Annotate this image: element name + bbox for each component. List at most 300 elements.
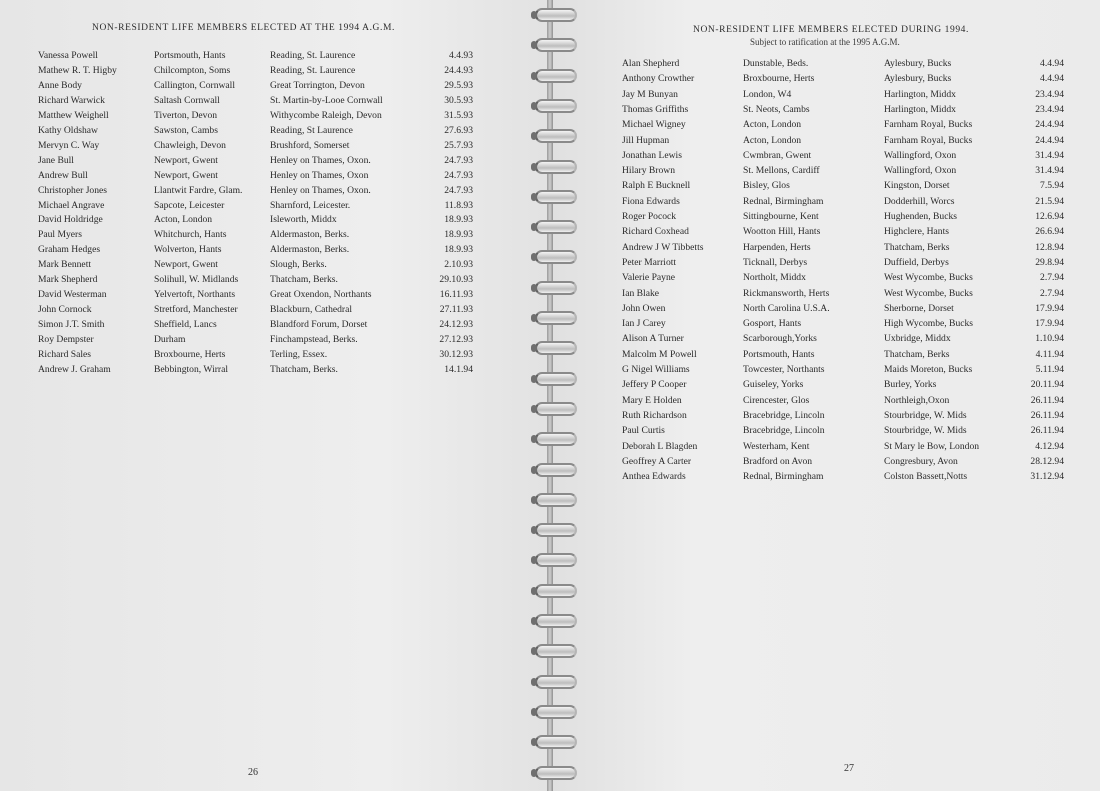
member-date: 25.7.93 bbox=[444, 139, 473, 151]
member-hometown: Broxbourne, Herts bbox=[154, 349, 226, 360]
member-name: Ian J Carey bbox=[622, 318, 666, 330]
member-tower: Dodderhill, Worcs bbox=[884, 195, 955, 207]
member-tower: Great Oxendon, Northants bbox=[270, 289, 372, 301]
member-date: 24.4.93 bbox=[444, 64, 473, 76]
member-date: 24.12.93 bbox=[439, 319, 473, 331]
member-date: 21.5.94 bbox=[1035, 195, 1064, 207]
member-tower: Aldermaston, Berks. bbox=[270, 244, 350, 256]
member-row bbox=[552, 395, 1100, 410]
member-date: 26.6.94 bbox=[1035, 226, 1064, 238]
member-name: Hilary Brown bbox=[622, 165, 676, 177]
member-date: 2.10.93 bbox=[444, 259, 473, 271]
punch-hole bbox=[531, 405, 537, 413]
member-name: Roger Pocock bbox=[622, 211, 677, 222]
member-hometown: Saltash Cornwall bbox=[154, 94, 220, 106]
binding-coil bbox=[535, 463, 577, 477]
member-date: 23.4.94 bbox=[1035, 88, 1064, 100]
punch-hole bbox=[531, 496, 537, 504]
member-date: 27.6.93 bbox=[444, 124, 473, 136]
member-name: Mervyn C. Way bbox=[38, 139, 100, 151]
member-date: 2.7.94 bbox=[1040, 272, 1064, 284]
member-hometown: Wolverton, Hants bbox=[154, 244, 222, 256]
binding-coil bbox=[535, 129, 577, 143]
member-tower: Farnham Royal, Bucks bbox=[884, 134, 973, 146]
binding-coil bbox=[535, 69, 577, 83]
member-row bbox=[0, 319, 548, 334]
member-name: Roy Dempster bbox=[38, 334, 94, 346]
member-tower: Great Torrington, Devon bbox=[270, 79, 365, 91]
member-hometown: Scarborough,Yorks bbox=[743, 333, 817, 345]
member-name: Anthony Crowther bbox=[622, 73, 695, 85]
member-tower: Withycombe Raleigh, Devon bbox=[270, 109, 382, 121]
member-hometown: Sapcote, Leicester bbox=[154, 199, 225, 211]
member-tower: Burley, Yorks bbox=[884, 379, 937, 391]
punch-hole bbox=[531, 223, 537, 231]
binding-coil bbox=[535, 250, 577, 264]
right-page bbox=[552, 0, 1100, 791]
member-name: Fiona Edwards bbox=[622, 195, 680, 207]
member-date: 26.11.94 bbox=[1030, 425, 1064, 437]
member-hometown: Llantwit Fardre, Glam. bbox=[154, 184, 243, 196]
member-name: Mark Shepherd bbox=[38, 274, 98, 286]
member-tower: Wallingford, Oxon bbox=[884, 149, 957, 161]
member-hometown: Durham bbox=[154, 334, 186, 346]
member-tower: St Mary le Bow, London bbox=[884, 440, 980, 452]
member-hometown: Newport, Gwent bbox=[154, 154, 218, 166]
member-tower: Aylesbury, Bucks bbox=[884, 73, 952, 85]
member-tower: Henley on Thames, Oxon. bbox=[270, 184, 371, 196]
member-hometown: St. Neots, Cambs bbox=[743, 103, 810, 115]
member-hometown: Westerham, Kent bbox=[743, 440, 810, 452]
member-tower: Aylesbury, Bucks bbox=[884, 58, 952, 69]
member-hometown: Portsmouth, Hants bbox=[154, 50, 226, 61]
member-name: Anne Body bbox=[38, 79, 82, 91]
punch-hole bbox=[531, 708, 537, 716]
member-hometown: Chilcompton, Soms bbox=[154, 64, 231, 76]
member-date: 31.12.94 bbox=[1030, 471, 1064, 483]
member-hometown: Bracebridge, Lincoln bbox=[743, 425, 825, 437]
binding-coil bbox=[535, 644, 577, 658]
member-name: Ralph E Bucknell bbox=[622, 180, 691, 192]
member-date: 12.8.94 bbox=[1035, 241, 1064, 253]
member-row bbox=[552, 180, 1100, 195]
member-row bbox=[552, 364, 1100, 379]
member-name: Christopher Jones bbox=[38, 184, 108, 196]
member-row bbox=[552, 410, 1100, 425]
punch-hole bbox=[531, 344, 537, 352]
member-name: Ruth Richardson bbox=[622, 409, 687, 421]
member-name: Matthew Weighell bbox=[38, 109, 109, 121]
member-name: Jill Hupman bbox=[622, 134, 670, 146]
member-hometown: Sawston, Cambs bbox=[154, 124, 218, 136]
member-row bbox=[552, 196, 1100, 211]
member-date: 4.4.93 bbox=[449, 50, 473, 61]
member-row bbox=[0, 289, 548, 304]
member-tower: Blackburn, Cathedral bbox=[270, 304, 353, 316]
member-tower: Thatcham, Berks. bbox=[270, 274, 338, 286]
member-name: David Holdridge bbox=[38, 214, 103, 226]
punch-hole bbox=[531, 11, 537, 19]
member-hometown: Chawleigh, Devon bbox=[154, 139, 226, 151]
member-date: 26.11.94 bbox=[1030, 409, 1064, 421]
left-page-title: NON-RESIDENT LIFE MEMBERS ELECTED AT THE 1994 A.G.M. bbox=[92, 23, 396, 33]
punch-hole bbox=[531, 526, 537, 534]
member-row bbox=[0, 364, 548, 379]
punch-hole bbox=[531, 617, 537, 625]
punch-hole bbox=[531, 284, 537, 292]
member-tower: Stourbridge, W. Mids bbox=[884, 425, 967, 437]
punch-hole bbox=[531, 72, 537, 80]
punch-hole bbox=[531, 193, 537, 201]
member-tower: Harlington, Middx bbox=[884, 103, 956, 115]
member-name: Andrew J. Graham bbox=[38, 363, 111, 375]
member-tower: West Wycombe, Bucks bbox=[884, 287, 973, 299]
member-date: 29.8.94 bbox=[1035, 256, 1064, 268]
member-hometown: St. Mellons, Cardiff bbox=[743, 165, 820, 177]
member-row bbox=[0, 229, 548, 244]
member-hometown: Newport, Gwent bbox=[154, 259, 218, 271]
member-row bbox=[0, 274, 548, 289]
member-name: Jane Bull bbox=[38, 154, 74, 166]
member-hometown: Callington, Cornwall bbox=[154, 79, 236, 91]
binding-coil bbox=[535, 735, 577, 749]
member-hometown: Yelvertoft, Northants bbox=[154, 289, 236, 301]
binding-coil bbox=[535, 553, 577, 567]
member-name: Michael Wigney bbox=[622, 119, 686, 131]
member-hometown: Northolt, Middx bbox=[743, 272, 806, 284]
member-hometown: Newport, Gwent bbox=[154, 169, 218, 181]
member-hometown: Dunstable, Beds. bbox=[743, 58, 809, 69]
binding-coil bbox=[535, 281, 577, 295]
member-row bbox=[552, 58, 1100, 73]
member-row bbox=[0, 95, 548, 110]
binding-coil bbox=[535, 614, 577, 628]
punch-hole bbox=[531, 678, 537, 686]
member-date: 5.11.94 bbox=[1035, 364, 1064, 375]
member-tower: Maids Moreton, Bucks bbox=[884, 364, 973, 375]
member-row bbox=[0, 125, 548, 140]
left-page bbox=[0, 0, 548, 791]
member-name: Thomas Griffiths bbox=[622, 103, 689, 115]
member-hometown: Rednal, Birmingham bbox=[743, 471, 824, 483]
member-row bbox=[552, 242, 1100, 257]
member-tower: Farnham Royal, Bucks bbox=[884, 119, 973, 131]
binding-coil bbox=[535, 675, 577, 689]
member-row bbox=[0, 259, 548, 274]
member-name: Geoffrey A Carter bbox=[622, 455, 692, 467]
punch-hole bbox=[531, 375, 537, 383]
right-page-subtitle: Subject to ratification at the 1995 A.G.M. bbox=[750, 37, 900, 47]
member-hometown: Rickmansworth, Herts bbox=[743, 287, 830, 299]
member-date: 12.6.94 bbox=[1035, 211, 1064, 222]
member-row bbox=[0, 65, 548, 80]
member-tower: Northleigh,Oxon bbox=[884, 394, 950, 406]
member-date: 17.9.94 bbox=[1035, 318, 1064, 330]
member-name: Kathy Oldshaw bbox=[38, 124, 98, 136]
binding-coil bbox=[535, 160, 577, 174]
member-row bbox=[0, 170, 548, 185]
member-name: Ian Blake bbox=[622, 287, 660, 299]
member-name: Vanessa Powell bbox=[38, 50, 98, 61]
member-tower: Reading, St. Laurence bbox=[270, 64, 356, 76]
member-date: 4.4.94 bbox=[1040, 73, 1064, 85]
punch-hole bbox=[531, 132, 537, 140]
member-hometown: Gosport, Hants bbox=[743, 318, 802, 330]
member-date: 24.4.94 bbox=[1035, 134, 1064, 146]
member-date: 1.10.94 bbox=[1035, 333, 1064, 345]
punch-hole bbox=[531, 738, 537, 746]
member-hometown: Portsmouth, Hants bbox=[743, 348, 815, 360]
member-row bbox=[0, 140, 548, 155]
binding-coil bbox=[535, 38, 577, 52]
member-date: 11.8.93 bbox=[444, 199, 473, 211]
member-date: 27.12.93 bbox=[439, 334, 473, 346]
right-page-number: 27 bbox=[844, 763, 854, 774]
member-hometown: Bracebridge, Lincoln bbox=[743, 409, 825, 421]
member-name: Anthea Edwards bbox=[622, 471, 686, 483]
member-date: 4.4.94 bbox=[1040, 58, 1064, 69]
member-tower: Harlington, Middx bbox=[884, 88, 956, 100]
member-date: 4.12.94 bbox=[1035, 440, 1064, 452]
punch-hole bbox=[531, 163, 537, 171]
member-tower: Reading, St. Laurence bbox=[270, 50, 356, 61]
member-row bbox=[552, 349, 1100, 364]
binding-coil bbox=[535, 402, 577, 416]
member-date: 27.11.93 bbox=[439, 304, 473, 316]
member-row bbox=[552, 379, 1100, 394]
member-hometown: Acton, London bbox=[154, 214, 213, 226]
member-row bbox=[0, 80, 548, 95]
member-tower: Congresbury, Avon bbox=[884, 455, 958, 467]
member-tower: Thatcham, Berks bbox=[884, 348, 950, 360]
member-tower: Thatcham, Berks. bbox=[270, 363, 338, 375]
member-tower: Slough, Berks. bbox=[270, 259, 327, 271]
member-row bbox=[552, 471, 1100, 486]
member-name: Paul Myers bbox=[38, 229, 82, 241]
member-date: 4.11.94 bbox=[1035, 348, 1064, 360]
binding-coil bbox=[535, 341, 577, 355]
member-hometown: Broxbourne, Herts bbox=[743, 73, 815, 85]
member-row bbox=[0, 155, 548, 170]
member-name: Alison A Turner bbox=[622, 333, 684, 345]
member-hometown: Harpenden, Herts bbox=[743, 241, 811, 253]
member-row bbox=[552, 226, 1100, 241]
member-hometown: Sittingbourne, Kent bbox=[743, 211, 819, 222]
member-date: 20.11.94 bbox=[1030, 379, 1064, 391]
member-name: Graham Hedges bbox=[38, 244, 101, 256]
member-tower: Sherborne, Dorset bbox=[884, 302, 954, 314]
member-row bbox=[0, 334, 548, 349]
binding-coil bbox=[535, 311, 577, 325]
member-name: G Nigel Williams bbox=[622, 364, 690, 375]
member-tower: Sharnford, Leicester. bbox=[270, 199, 351, 211]
member-hometown: North Carolina U.S.A. bbox=[743, 302, 830, 314]
punch-hole bbox=[531, 647, 537, 655]
member-tower: Finchampstead, Berks. bbox=[270, 334, 358, 346]
member-row bbox=[552, 303, 1100, 318]
member-tower: Duffield, Derbys bbox=[884, 256, 949, 268]
member-name: Richard Warwick bbox=[38, 94, 105, 106]
member-row bbox=[552, 211, 1100, 226]
member-hometown: Wootton Hill, Hants bbox=[743, 226, 821, 238]
member-tower: West Wycombe, Bucks bbox=[884, 272, 973, 284]
member-hometown: Rednal, Birmingham bbox=[743, 195, 824, 207]
member-date: 2.7.94 bbox=[1040, 287, 1064, 299]
binding-coil bbox=[535, 220, 577, 234]
punch-hole bbox=[531, 435, 537, 443]
binding-coil bbox=[535, 8, 577, 22]
member-hometown: Bisley, Glos bbox=[743, 180, 790, 192]
punch-hole bbox=[531, 314, 537, 322]
member-row bbox=[0, 304, 548, 319]
member-name: Deborah L Blagden bbox=[622, 440, 698, 452]
member-tower: Uxbridge, Middx bbox=[884, 333, 951, 345]
member-date: 24.4.94 bbox=[1035, 119, 1064, 131]
member-row bbox=[0, 214, 548, 229]
member-row bbox=[0, 200, 548, 215]
member-date: 18.9.93 bbox=[444, 244, 473, 256]
member-row bbox=[552, 89, 1100, 104]
member-date: 29.5.93 bbox=[444, 79, 473, 91]
binding-coil bbox=[535, 523, 577, 537]
member-tower: Thatcham, Berks bbox=[884, 241, 950, 253]
member-name: Richard Sales bbox=[38, 349, 92, 360]
punch-hole bbox=[531, 41, 537, 49]
member-tower: Wallingford, Oxon bbox=[884, 165, 957, 177]
member-row bbox=[0, 244, 548, 259]
binding-coil bbox=[535, 766, 577, 780]
member-hometown: Ticknall, Derbys bbox=[743, 256, 808, 268]
member-hometown: Tiverton, Devon bbox=[154, 109, 218, 121]
member-hometown: London, W4 bbox=[743, 88, 792, 100]
member-row bbox=[552, 135, 1100, 150]
member-row bbox=[552, 425, 1100, 440]
member-date: 29.10.93 bbox=[439, 274, 473, 286]
punch-hole bbox=[531, 769, 537, 777]
member-date: 18.9.93 bbox=[444, 229, 473, 241]
member-hometown: Towcester, Northants bbox=[743, 364, 825, 375]
binding-gutter bbox=[547, 0, 553, 791]
member-row bbox=[552, 165, 1100, 180]
member-row bbox=[552, 456, 1100, 471]
binding-coil bbox=[535, 584, 577, 598]
member-name: John Cornock bbox=[38, 304, 92, 316]
member-row bbox=[552, 150, 1100, 165]
member-tower: Brushford, Somerset bbox=[270, 139, 350, 151]
member-date: 28.12.94 bbox=[1030, 455, 1064, 467]
member-row bbox=[552, 272, 1100, 287]
member-name: Mathew R. T. Higby bbox=[38, 64, 117, 76]
member-date: 14.1.94 bbox=[444, 363, 473, 375]
member-date: 24.7.93 bbox=[444, 154, 473, 166]
binding-coil bbox=[535, 99, 577, 113]
member-tower: St. Martin-by-Looe Cornwall bbox=[270, 94, 383, 106]
member-name: Jeffery P Cooper bbox=[622, 379, 687, 391]
member-tower: Colston Bassett,Notts bbox=[884, 471, 968, 483]
member-row bbox=[552, 318, 1100, 333]
member-name: John Owen bbox=[622, 302, 666, 314]
member-hometown: Whitchurch, Hants bbox=[154, 229, 227, 241]
member-tower: Henley on Thames, Oxon. bbox=[270, 154, 371, 166]
member-tower: Highclere, Hants bbox=[884, 226, 950, 238]
member-row bbox=[0, 110, 548, 125]
member-name: Jay M Bunyan bbox=[622, 88, 678, 100]
member-name: Jonathan Lewis bbox=[622, 149, 682, 161]
member-hometown: Cwmbran, Gwent bbox=[743, 149, 812, 161]
member-name: Valerie Payne bbox=[622, 272, 676, 284]
member-name: Simon J.T. Smith bbox=[38, 319, 105, 331]
member-date: 24.7.93 bbox=[444, 169, 473, 181]
member-date: 30.12.93 bbox=[439, 349, 473, 360]
member-date: 17.9.94 bbox=[1035, 302, 1064, 314]
member-row bbox=[552, 73, 1100, 88]
member-row bbox=[552, 333, 1100, 348]
punch-hole bbox=[531, 587, 537, 595]
member-hometown: Bebbington, Wirral bbox=[154, 363, 229, 375]
member-hometown: Acton, London bbox=[743, 119, 802, 131]
member-date: 26.11.94 bbox=[1030, 394, 1064, 406]
member-row bbox=[0, 185, 548, 200]
member-tower: Kingston, Dorset bbox=[884, 180, 950, 192]
member-name: Peter Marriott bbox=[622, 256, 677, 268]
member-name: Andrew Bull bbox=[38, 169, 88, 181]
member-name: Andrew J W Tibbetts bbox=[622, 241, 704, 253]
member-date: 31.5.93 bbox=[444, 109, 473, 121]
member-tower: Terling, Essex. bbox=[270, 349, 328, 360]
member-hometown: Bradford on Avon bbox=[743, 455, 813, 467]
member-tower: Isleworth, Middx bbox=[270, 214, 337, 226]
member-row bbox=[0, 349, 548, 364]
member-name: Mark Bennett bbox=[38, 259, 92, 271]
member-hometown: Solihull, W. Midlands bbox=[154, 274, 239, 286]
member-date: 18.9.93 bbox=[444, 214, 473, 226]
binding-coil bbox=[535, 432, 577, 446]
punch-hole bbox=[531, 102, 537, 110]
member-tower: Reading, St Laurence bbox=[270, 124, 353, 136]
member-row bbox=[552, 257, 1100, 272]
member-date: 31.4.94 bbox=[1035, 149, 1064, 161]
member-hometown: Acton, London bbox=[743, 134, 802, 146]
member-name: Michael Angrave bbox=[38, 199, 105, 211]
member-name: David Westerman bbox=[38, 289, 107, 301]
member-tower: High Wycombe, Bucks bbox=[884, 318, 974, 330]
member-date: 24.7.93 bbox=[444, 184, 473, 196]
member-hometown: Guiseley, Yorks bbox=[743, 379, 804, 391]
member-name: Alan Shepherd bbox=[622, 58, 680, 69]
member-hometown: Stretford, Manchester bbox=[154, 304, 238, 316]
member-name: Malcolm M Powell bbox=[622, 348, 697, 360]
left-page-number: 26 bbox=[248, 767, 258, 778]
member-date: 30.5.93 bbox=[444, 94, 473, 106]
member-date: 31.4.94 bbox=[1035, 165, 1064, 177]
member-row bbox=[552, 119, 1100, 134]
member-row bbox=[0, 50, 548, 65]
member-tower: Blandford Forum, Dorset bbox=[270, 319, 368, 331]
member-name: Mary E Holden bbox=[622, 394, 682, 406]
member-row bbox=[552, 288, 1100, 303]
right-page-title: NON-RESIDENT LIFE MEMBERS ELECTED DURING 1994. bbox=[693, 25, 970, 35]
member-name: Richard Coxhead bbox=[622, 226, 689, 238]
binding-coil bbox=[535, 372, 577, 386]
member-name: Paul Curtis bbox=[622, 425, 665, 437]
member-date: 7.5.94 bbox=[1040, 180, 1064, 192]
member-hometown: Sheffield, Lancs bbox=[154, 319, 217, 331]
member-date: 16.11.93 bbox=[439, 289, 473, 301]
member-tower: Hughenden, Bucks bbox=[884, 211, 958, 222]
binding-coil bbox=[535, 705, 577, 719]
member-row bbox=[552, 441, 1100, 456]
member-hometown: Cirencester, Glos bbox=[743, 394, 810, 406]
